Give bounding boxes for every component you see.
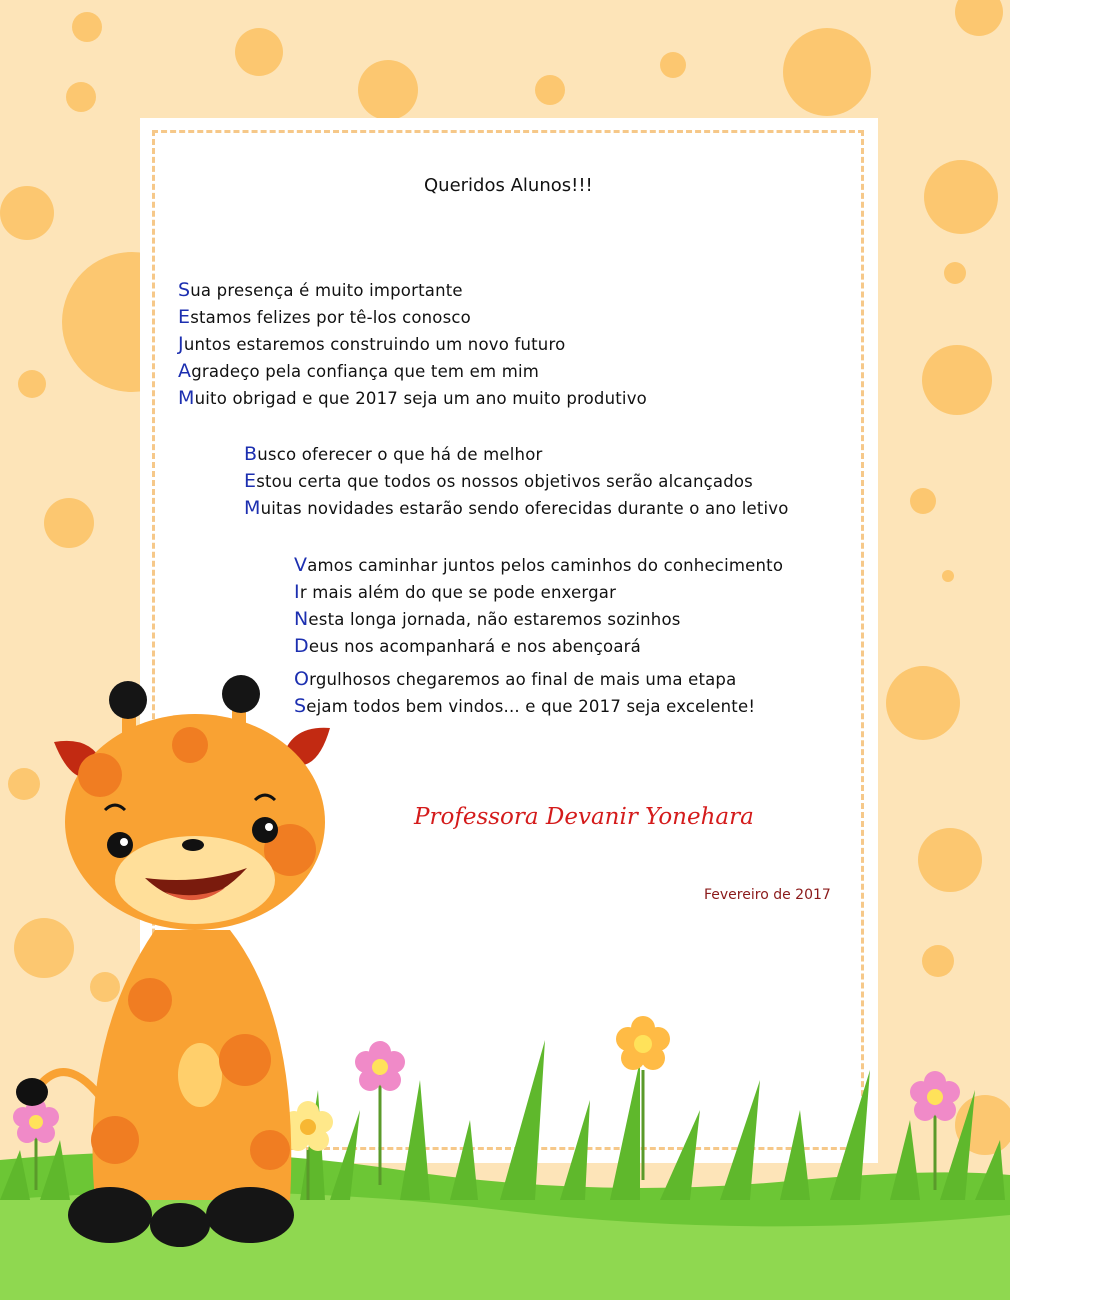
initial-letter: S — [294, 695, 307, 717]
line-text: ejam todos bem vindos... e que 2017 seja excelente! — [306, 697, 756, 716]
line-text: usco oferecer o que há de melhor — [257, 445, 543, 464]
initial-letter: S — [178, 279, 191, 301]
line-text: uitas novidades estarão sendo oferecidas durante o ano letivo — [260, 499, 789, 518]
initial-letter: M — [244, 497, 261, 519]
initial-letter: B — [244, 443, 258, 465]
initial-letter: I — [294, 581, 300, 603]
line-text: eus nos acompanhará e nos abençoará — [308, 637, 641, 656]
line-text: gradeço pela confiança que tem em mim — [191, 362, 540, 381]
line-text: ua presença é muito importante — [190, 281, 463, 300]
initial-letter: E — [244, 470, 257, 492]
initial-letter: N — [294, 608, 309, 630]
pink-flower — [355, 1041, 405, 1185]
initial-letter: A — [178, 360, 192, 382]
initial-letter: O — [294, 668, 310, 690]
line-text: stamos felizes por tê-los conosco — [190, 308, 471, 327]
letter-title: Queridos Alunos!!! — [424, 175, 593, 196]
line-text: esta longa jornada, não estaremos sozinhos — [308, 610, 681, 629]
initial-letter: D — [294, 635, 309, 657]
line-text: r mais além do que se pode enxergar — [299, 583, 617, 602]
initial-letter: E — [178, 306, 191, 328]
letter-date: Fevereiro de 2017 — [704, 887, 831, 903]
initial-letter: M — [178, 387, 195, 409]
line-text: stou certa que todos os nossos objetivos serão alcançados — [256, 472, 753, 491]
line-text: rgulhosos chegaremos ao final de mais uma etapa — [309, 670, 737, 689]
initial-letter: V — [294, 554, 308, 576]
line-text: amos caminhar juntos pelos caminhos do conhecimento — [307, 556, 784, 575]
initial-letter: J — [178, 333, 184, 355]
line-text: untos estaremos construindo um novo futuro — [183, 335, 566, 354]
line-text: uito obrigad e que 2017 seja um ano muito produtivo — [194, 389, 647, 408]
signature: Professora Devanir Yonehara — [414, 804, 754, 830]
